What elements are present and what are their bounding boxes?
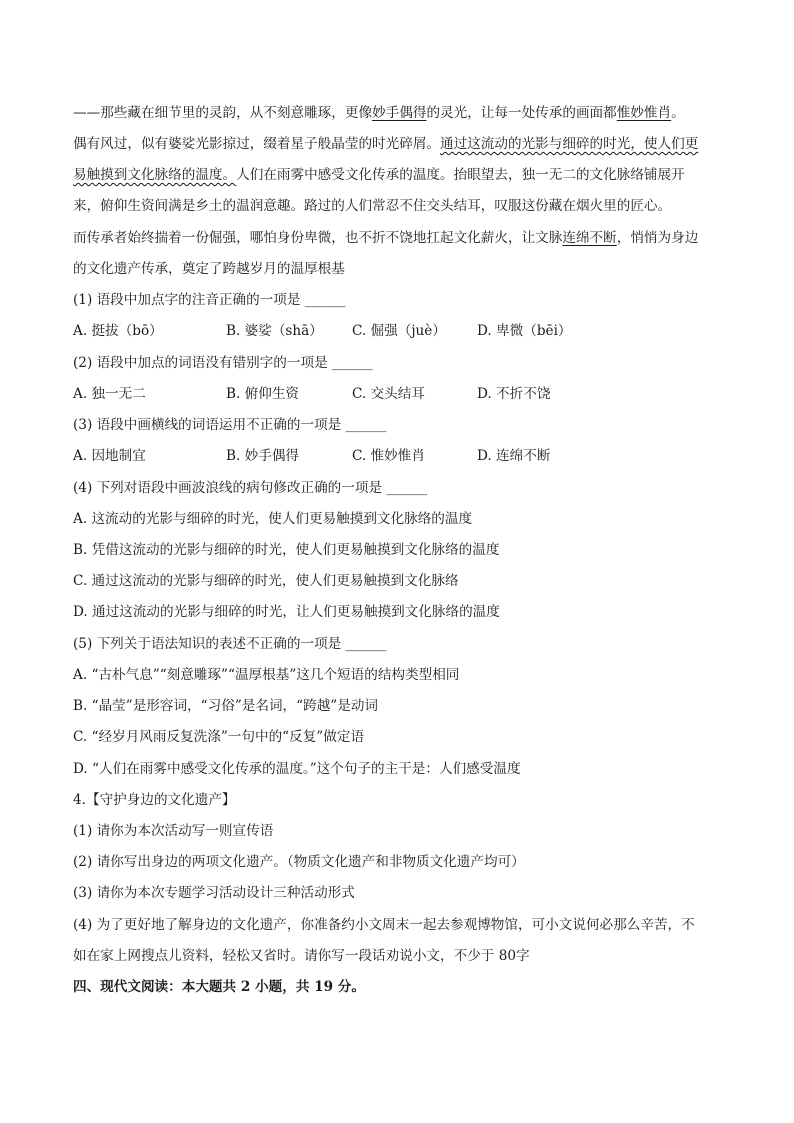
- q1-option-d: D. 卑微（bēi）: [477, 323, 572, 339]
- section-4-item-4-line-2: 如在家上网搜点儿资料，轻松又省时。请你写一段话劝说小文，不少于 80字: [73, 948, 530, 964]
- question-5-stem: (5) 下列关于语法知识的表述不正确的一项是 ______: [73, 636, 387, 652]
- passage-text: 。: [671, 105, 685, 121]
- q1-option-b: B. 婆娑（shā）: [226, 323, 323, 339]
- q2-option-d: D. 不折不饶: [477, 386, 551, 402]
- question-3-stem: (3) 语段中画横线的词语运用不正确的一项是 ______: [73, 417, 387, 433]
- q4-option-d: D. 通过这流动的光影与细碎的时光，让人们更易触摸到文化脉络的温度: [73, 604, 500, 620]
- underlined-phrase: 连绵不断: [562, 230, 617, 246]
- q5-option-a: A. “古朴气息”“刻意雕琢”“温厚根基”这几个短语的结构类型相同: [73, 667, 460, 683]
- passage-line-6: 的文化遗产传承，奠定了跨越岁月的温厚根基: [73, 261, 345, 277]
- section-4-item-2: (2) 请你写出身边的两项文化遗产。（物质文化遗产和非物质文化遗产均可）: [73, 854, 525, 870]
- passage-line-3: [73, 166, 685, 184]
- q1-option-a: A. 挺拔（bō）: [73, 323, 163, 339]
- section-4-item-1: (1) 请你为本次活动写一则宣传语: [73, 823, 274, 839]
- q5-option-b: B. “晶莹”是形容词，“习俗”是名词，“跨越”是动词: [73, 698, 379, 714]
- q4-option-c: C. 通过这流动的光影与细碎的时光，使人们更易触摸到文化脉络: [73, 573, 459, 589]
- passage-line-4: 来，俯仰生资间满是乡土的温润意趣。路过的人们常忍不住交头结耳，叹服这份藏在烟火里的匠心。: [73, 198, 672, 214]
- passage-text: ——那些藏在细节里的灵韵，从不刻意雕琢，更像: [73, 105, 373, 121]
- passage-text: 的灵光，让每一处传承的画面都: [426, 105, 617, 121]
- underlined-phrase: 妙手偶得: [372, 105, 427, 121]
- passage-text: 偶有风过，似有婆娑光影掠过，缀着星子般晶莹的时光碎屑。: [73, 136, 441, 152]
- q3-option-d: D. 连绵不断: [477, 448, 551, 464]
- wavy-sentence: 易触摸到文化脉络的温度。: [73, 167, 237, 183]
- q5-option-c: C. “经岁月风雨反复洗涤”一句中的“反复”做定语: [73, 729, 365, 745]
- section-4-title: 4.【守护身边的文化遗产】: [73, 792, 236, 808]
- section-4-item-4-line-1: (4) 为了更好地了解身边的文化遗产，你准备约小文周末一起去参观博物馆，可小文说何必那么辛苦，不: [73, 917, 695, 933]
- q5-option-d: D. “人们在雨雾中感受文化传承的温度。”这个句子的主干是：人们感受温度: [73, 761, 521, 777]
- question-2-stem: (2) 语段中加点的词语没有错别字的一项是 ______: [73, 355, 373, 371]
- q2-option-c: C. 交头结耳: [352, 386, 425, 402]
- section-4-item-3: (3) 请你为本次专题学习活动设计三种活动形式: [73, 885, 355, 901]
- wavy-sentence: 通过这流动的光影与细碎的时光，使人们更: [440, 136, 699, 152]
- question-4-stem: (4) 下列对语段中画波浪线的病句修改正确的一项是 ______: [73, 480, 428, 496]
- q2-option-b: B. 俯仰生资: [226, 386, 300, 402]
- q4-option-b: B. 凭借这流动的光影与细碎的时光，使人们更易触摸到文化脉络的温度: [73, 542, 500, 558]
- q2-option-a: A. 独一无二: [73, 386, 146, 402]
- passage-line-1: [73, 104, 685, 122]
- passage-text: 人们在雨雾中感受文化传承的温度。抬眼望去，独一无二的文化脉络铺展开: [236, 167, 685, 183]
- underlined-phrase: 惟妙惟肖: [616, 105, 672, 121]
- q3-option-c: C. 惟妙惟肖: [352, 448, 425, 464]
- passage-text: 而传承者始终揣着一份倔强，哪怕身份卑微，也不折不饶地扛起文化薪火，让文脉: [73, 230, 563, 246]
- q3-option-a: A. 因地制宜: [73, 448, 146, 464]
- part-heading: 四、现代文阅读：本大题共 2 小题，共 19 分。: [73, 979, 365, 995]
- q1-option-c: C. 倔强（juè）: [352, 323, 446, 339]
- passage-line-5: [73, 229, 698, 247]
- q4-option-a: A. 这流动的光影与细碎的时光，使人们更易触摸到文化脉络的温度: [73, 511, 473, 527]
- passage-text: ，悄悄为身边: [616, 230, 699, 246]
- question-1-stem: (1) 语段中加点字的注音正确的一项是 ______: [73, 292, 346, 308]
- passage-line-2: [73, 135, 698, 153]
- q3-option-b: B. 妙手偶得: [226, 448, 300, 464]
